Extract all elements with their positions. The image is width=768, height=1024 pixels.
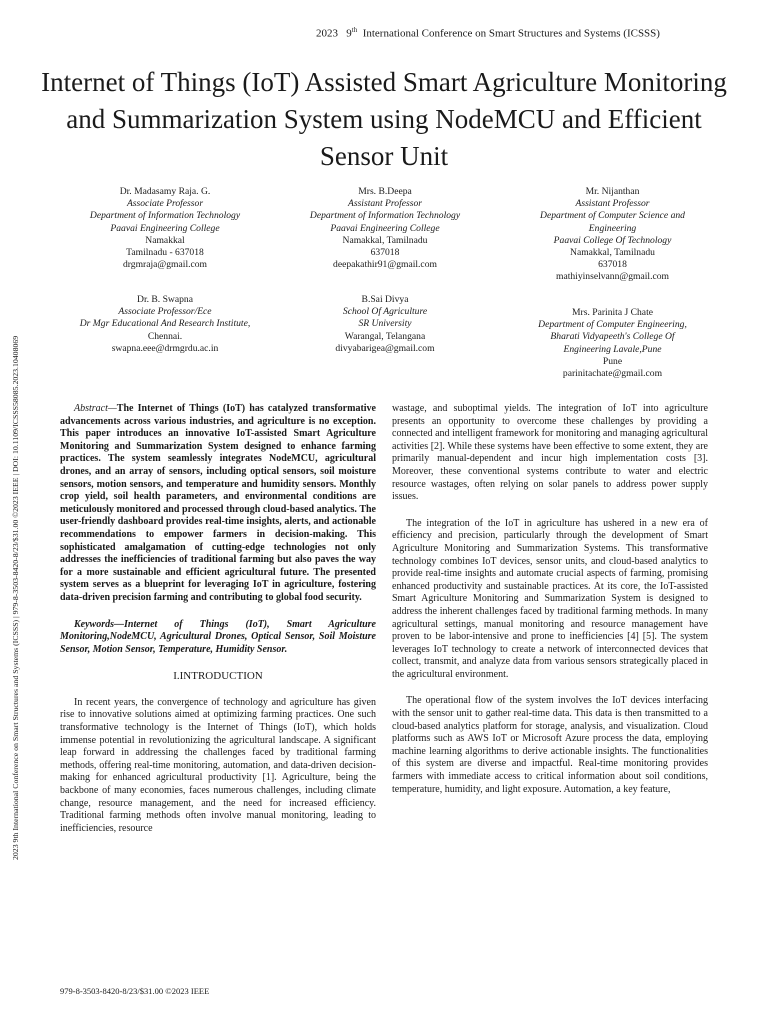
abstract-label: Abstract [74, 403, 108, 414]
left-column [60, 403, 376, 835]
author-email: divyabarigea@gmail.com [335, 342, 435, 354]
side-doi-strip: 2023 9th International Conference on Smart Structures and Systems (ICSSS) | 979-8-3503-8420-8/23/$31.00 ©2023 IEEE | DOI: 10.1109/ICSSS58085.2023.10408069 [11, 335, 20, 860]
conference-header [316, 26, 756, 40]
author-institution: SR University [358, 318, 412, 330]
author-name: Mrs. Parinita J Chate [571, 307, 653, 318]
intro-paragraph-1: In recent years, the convergence of technology and agriculture has given rise to innovative solutions aimed at optimizing farming practices. One such transformative technology is the Internet of Things (IoT), which holds immense potential in revolutionizing the agricultural landscape. A significant leap forward in addressing the challenges faced by traditional farming methods, offering real-time monitoring, automation, and data-driven decision-making for enhanced agricultural productivity [1]. Agriculture, being the backbone of many economies, faces numerous challenges, including climate change, resource management, and the need for increased efficiency. Traditional farming methods often involve manual monitoring, leading to inefficiencies, resource [60, 696, 376, 834]
author-institution: Paavai College Of Technology [553, 234, 672, 246]
author-email: parinitachate@gmail.com [562, 368, 663, 380]
author-title: Associate Professor/Ece [118, 306, 212, 318]
copyright-footer: 979-8-3503-8420-8/23/$31.00 ©2023 IEEE [60, 986, 210, 996]
author-email: drgmraja@gmail.com [122, 259, 208, 271]
author-department: Department of Computer Engineering, [538, 319, 687, 331]
right-paragraph-2: The integration of the IoT in agriculture has ushered in a new era of efficiency and precision, particularly through the development of Smart Agriculture Monitoring and Summarization Systems. This transformative technology combines IoT devices, sensor units, and cloud-based analytics to provide real-time insights and automate crucial aspects of farming, promising enhanced productivity and sustainable practices. At its core, the IoT-assisted Smart Agriculture Monitoring and Summarization System is designed to address the inherent challenges faced by traditional farming methods. In many agricultural settings, manual monitoring and resource management have proven to be labor-intensive and prone to inefficiencies [4] [5]. The system leverages IoT technology to create a network of interconnected devices that collect, transmit, and analyze data from various sensors strategically placed in the agricultural environment. [392, 517, 708, 680]
author-block-5 [290, 294, 480, 355]
right-paragraph-3: The operational flow of the system involves the IoT devices interfacing with the sensor unit to gather real-time data. This data is then transmitted to a cloud-based analytics platform for storage, analysis, and visualization. Cloud platforms such as AWS IoT or Microsoft Azure process the data, employing machine learning algorithms to derive actionable insights. The functionalities of this system are diverse and impactful. Real-time monitoring provides farmers with immediate access to critical information about soil conditions, temperature, humidity, and light exposure. Automation, a key feature, [392, 695, 708, 795]
author-department: Department of Information Technology [309, 210, 461, 222]
author-city: Namakkal, Tamilnadu [570, 247, 655, 259]
header-edition: 9 [346, 27, 352, 40]
author-institution: Dr Mgr Educational And Research Institute, [79, 318, 251, 330]
author-institution: Bharati Vidyapeeth's College Of [550, 331, 675, 343]
author-block-4 [50, 294, 280, 355]
author-title: Assistant Professor [347, 198, 422, 210]
author-institution-cont: Engineering Lavale,Pune [563, 343, 662, 355]
paper-title: Internet of Things (IoT) Assisted Smart Agriculture Monitoring and Summarization System using NodeMCU and Efficient Sensor Unit [41, 67, 727, 171]
author-department: School Of Agriculture [342, 306, 428, 318]
abstract-dash: — [107, 403, 117, 414]
author-name: B.Sai Divya [361, 294, 409, 305]
author-city: Namakkal, Tamilnadu [342, 234, 428, 246]
author-state: Tamilnadu - 637018 [126, 247, 204, 259]
author-email: swapna.eee@drmgrdu.ac.in [111, 342, 219, 354]
author-city: Pune [602, 355, 623, 367]
author-city: Namakkal [145, 234, 185, 246]
author-block-1 [60, 186, 270, 271]
author-institution: Paavai Engineering College [330, 222, 440, 234]
keywords-dash: — [114, 618, 124, 630]
author-name: Dr. Madasamy Raja. G. [119, 186, 211, 197]
abstract-text: The Internet of Things (IoT) has catalyzed transformative advancements across various industries, and agriculture is no exception. This paper introduces an innovative IoT-assisted Smart Agriculture Monitoring and Summarization System designed to enhance farming practices. The system seamlessly integrates NodeMCU, agricultural drones, and an array of sensors, including optical sensors, soil moisture sensors, motion sensors, and temperature and humidity sensors. Monthly crop yield, soil health parameters, and environmental conditions are meticulously monitored and processed through cloud-based analytics. The user-friendly dashboard provides real-time insights, alerts, and actionable recommendations to empower farmers in decision-making. This sophisticated amalgamation of cutting-edge technologies not only addresses the inefficiencies of traditional farming but also paves the way for a more sustainable and efficient agricultural future. The presented system serves as a blueprint for leveraging IoT in agriculture, fostering data-driven precision farming and contributing to global food security. [60, 403, 376, 603]
keywords-label: Keywords [74, 618, 114, 630]
author-block-2 [275, 186, 495, 271]
author-name: Mr. Nijanthan [585, 186, 640, 197]
author-name: Mrs. B.Deepa [358, 186, 412, 197]
author-title: Associate Professor [126, 198, 204, 210]
author-block-6 [505, 307, 720, 380]
author-department: Department of Information Technology [89, 210, 241, 222]
header-year: 2023 [316, 27, 338, 40]
author-institution: Paavai Engineering College [110, 222, 220, 234]
keywords-text: Internet of Things (IoT), Smart Agriculture Monitoring,NodeMCU, Agricultural Drones, Optical Sensor, Soil Moisture Sensor, Motion Sensor, Temperature, Humidity Sensor. [60, 618, 376, 655]
author-department: Department of Computer Science and [540, 210, 685, 222]
author-name: Dr. B. Swapna [137, 294, 193, 305]
author-email: mathiyinselvann@gmail.com [555, 271, 669, 283]
right-paragraph-1: wastage, and suboptimal yields. The integration of IoT into agriculture presents an opportunity to overcome these challenges by providing a connected and intelligent framework for monitoring and managing agricultural activities [2]. While these systems have been effective to some extent, they are primarily manual-dependent and incur high implementation costs [3]. Moreover, these conventional systems contribute to water and electric resource wastages, often relying on solar panels to address power supply issues. [392, 403, 708, 503]
section-heading-introduction: I.INTRODUCTION [173, 670, 263, 683]
author-pincode: 637018 [598, 259, 627, 271]
author-city: Chennai. [147, 330, 183, 342]
keywords-paragraph [60, 619, 376, 657]
author-pincode: 637018 [370, 247, 400, 259]
header-conference-name: International Conference on Smart Structures and Systems (ICSSS) [362, 27, 660, 40]
author-city: Warangal, Telangana [344, 330, 426, 342]
header-edition-suffix: th [351, 26, 358, 34]
author-department-cont: Engineering [588, 222, 637, 234]
author-email: deepakathir91@gmail.com [333, 259, 437, 271]
right-column [392, 403, 708, 796]
author-block-3 [505, 186, 720, 284]
author-title: Assistant Professor [575, 198, 650, 210]
abstract-paragraph [60, 403, 376, 605]
